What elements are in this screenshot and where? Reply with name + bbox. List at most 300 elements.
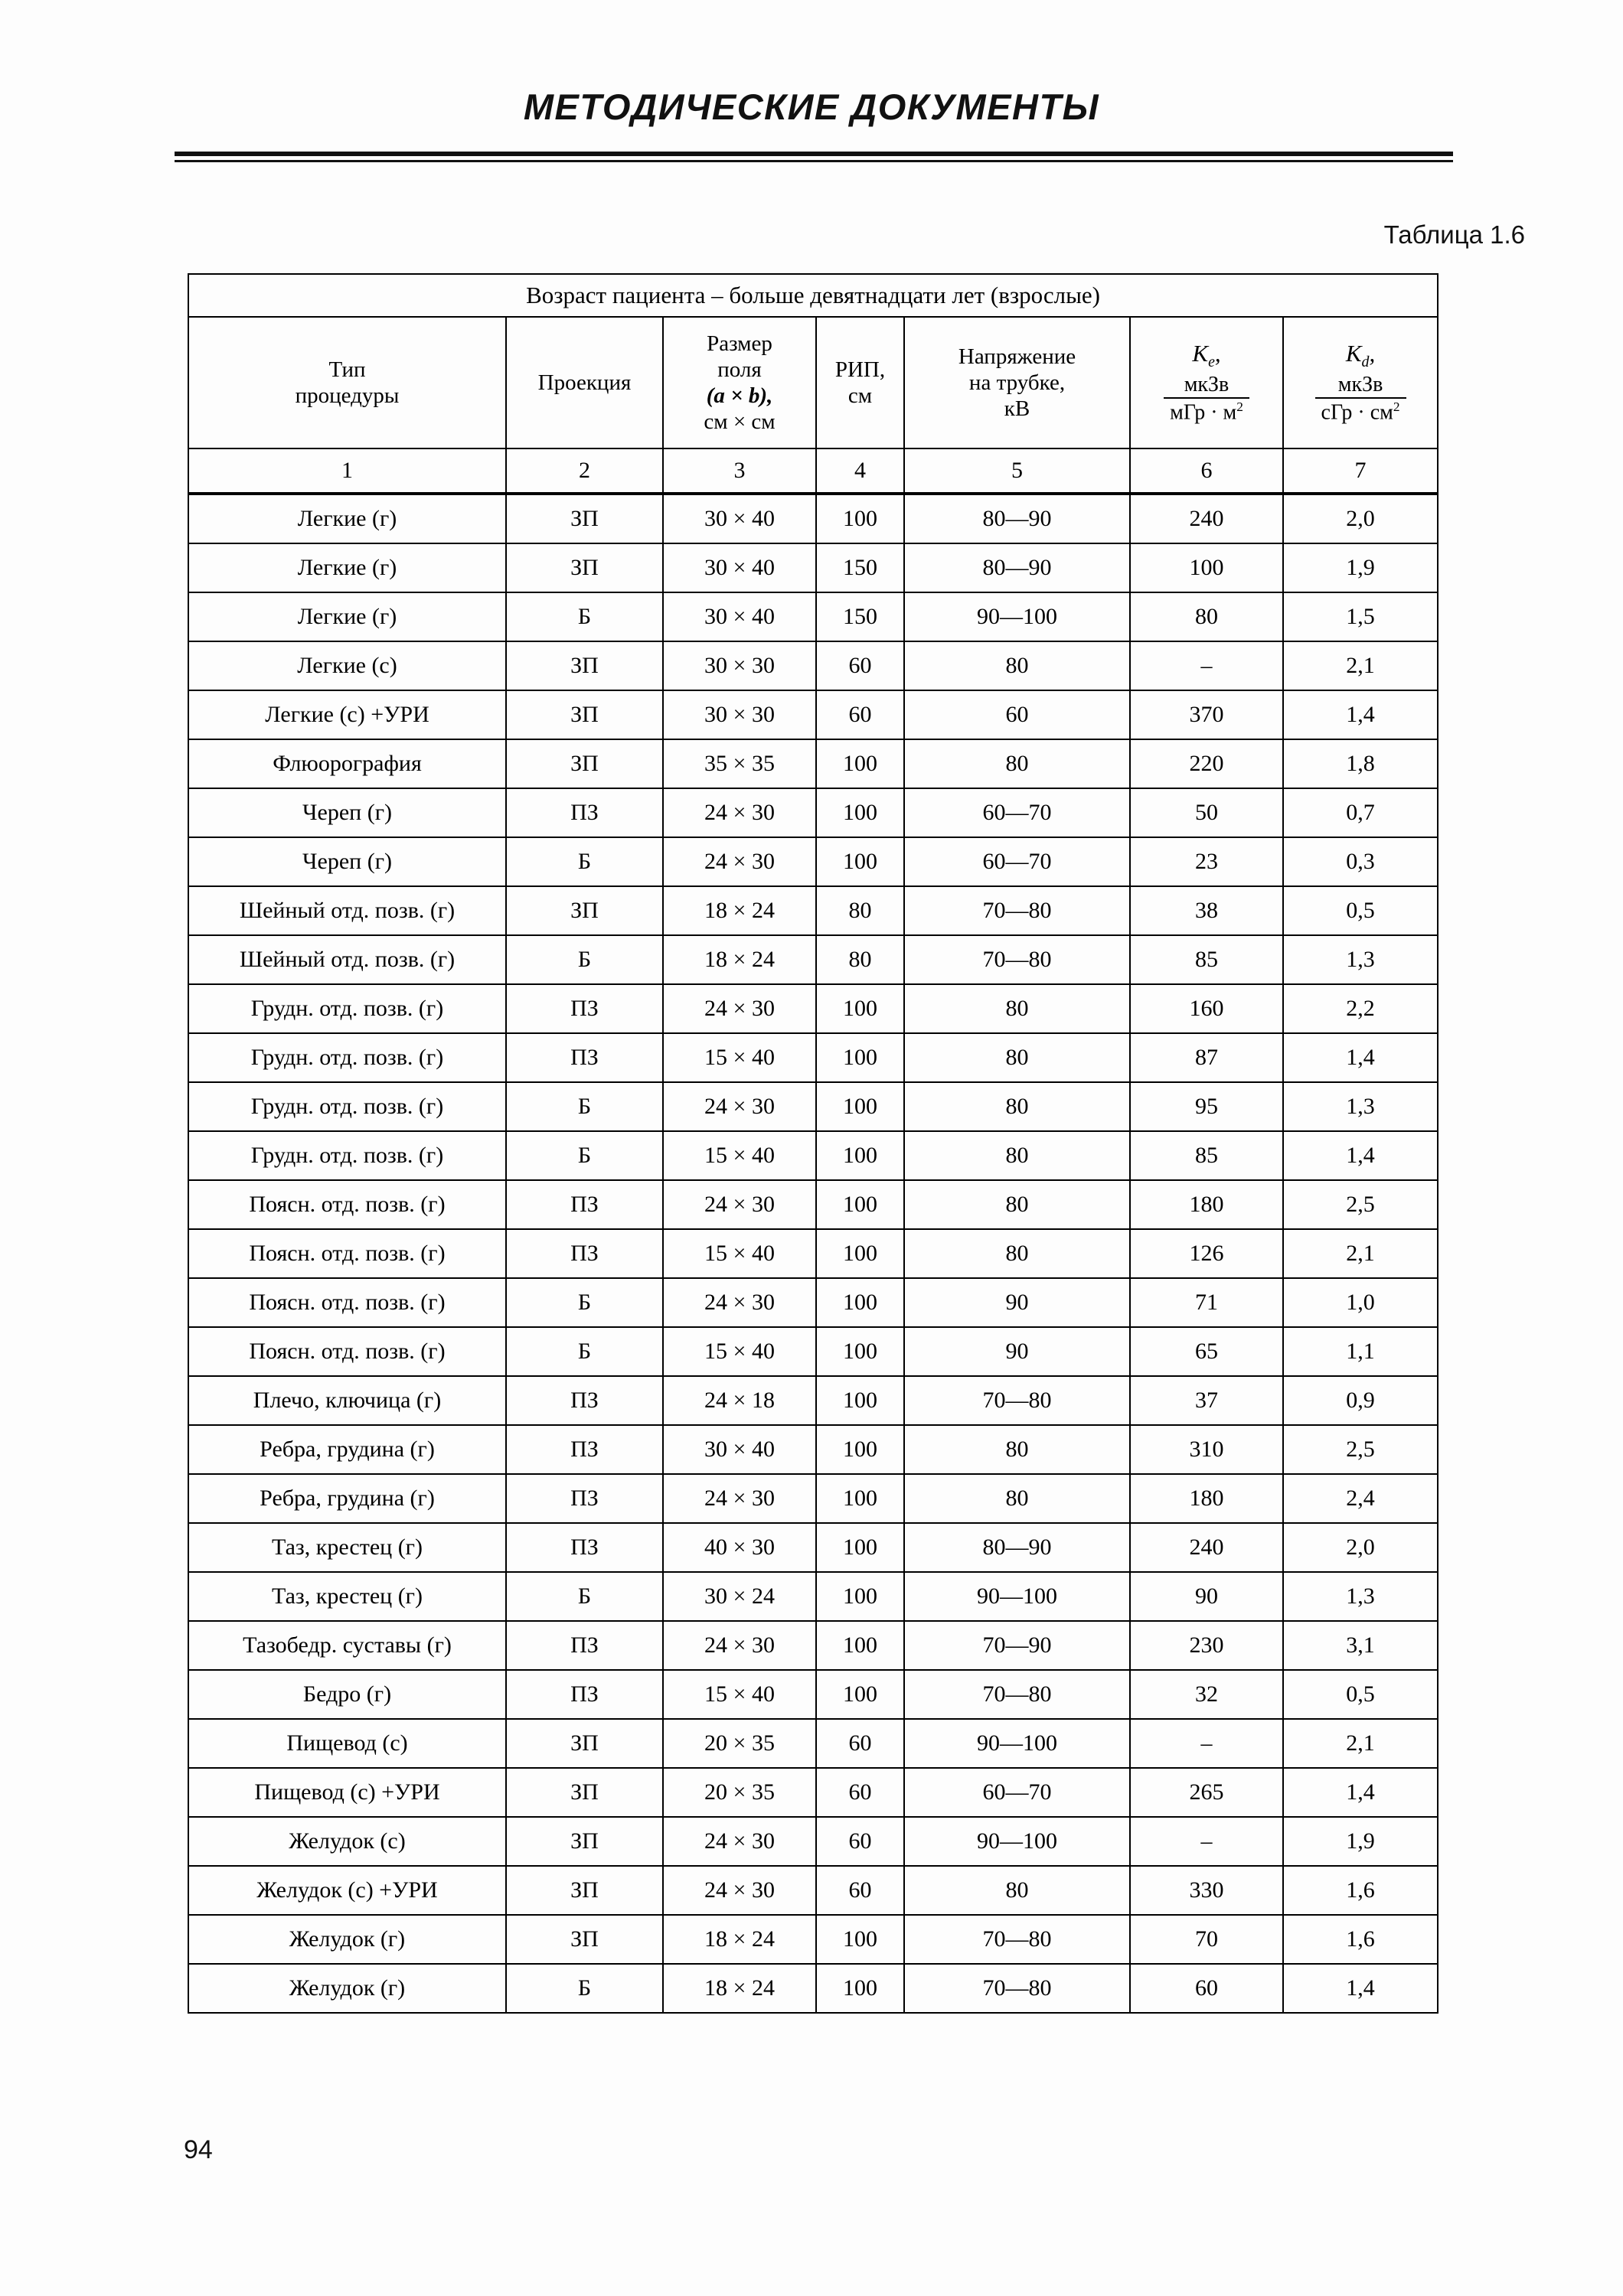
cell-focus-distance: 100 — [816, 837, 904, 886]
table-row — [188, 788, 1438, 837]
cell-ke-value: 95 — [1130, 1082, 1283, 1131]
cell-projection: ЗП — [506, 1866, 663, 1915]
cell-tube-voltage: 70—80 — [904, 1376, 1130, 1425]
cell-ke-value: 180 — [1130, 1180, 1283, 1229]
cell-field-size: 18 × 24 — [663, 886, 816, 935]
cell-projection: ЗП — [506, 1915, 663, 1964]
cell-kd-value: 0,5 — [1283, 886, 1438, 935]
cell-tube-voltage: 80—90 — [904, 1523, 1130, 1572]
header-ke-symbol-sub: e — [1208, 353, 1215, 370]
cell-field-size: 30 × 40 — [663, 1425, 816, 1474]
cell-procedure: Легкие (с) — [188, 641, 506, 690]
cell-ke-value: 85 — [1130, 935, 1283, 984]
cell-field-size: 24 × 30 — [663, 1621, 816, 1670]
column-number-row — [188, 448, 1438, 494]
cell-ke-value: 70 — [1130, 1915, 1283, 1964]
cell-procedure: Ребра, грудина (г) — [188, 1425, 506, 1474]
cell-field-size: 20 × 35 — [663, 1768, 816, 1817]
cell-field-size: 24 × 18 — [663, 1376, 816, 1425]
cell-focus-distance: 100 — [816, 1229, 904, 1278]
header-tube-voltage-line2: на трубке, — [968, 370, 1066, 395]
cell-kd-value: 1,4 — [1283, 1964, 1438, 2013]
column-number-4: 4 — [816, 448, 904, 494]
header-ke-symbol-comma: , — [1214, 339, 1221, 367]
table-row — [188, 1082, 1438, 1131]
cell-procedure: Плечо, ключица (г) — [188, 1376, 506, 1425]
cell-field-size: 30 × 40 — [663, 494, 816, 543]
cell-procedure: Желудок (с) +УРИ — [188, 1866, 506, 1915]
table-row — [188, 739, 1438, 788]
cell-projection: ЗП — [506, 543, 663, 592]
cell-focus-distance: 100 — [816, 1915, 904, 1964]
cell-procedure: Таз, крестец (г) — [188, 1572, 506, 1621]
cell-procedure: Легкие (г) — [188, 592, 506, 641]
cell-focus-distance: 60 — [816, 1768, 904, 1817]
cell-procedure: Легкие (г) — [188, 494, 506, 543]
cell-projection: ПЗ — [506, 1180, 663, 1229]
header-ke-denominator-sup: 2 — [1236, 400, 1243, 415]
cell-focus-distance: 100 — [816, 1670, 904, 1719]
table-row — [188, 592, 1438, 641]
running-head-text: МЕТОДИЧЕСКИЕ ДОКУМЕНТЫ — [523, 86, 1100, 127]
table-row — [188, 1278, 1438, 1327]
cell-procedure: Грудн. отд. позв. (г) — [188, 1131, 506, 1180]
cell-procedure: Желудок (г) — [188, 1964, 506, 2013]
column-number-3: 3 — [663, 448, 816, 494]
cell-procedure: Пищевод (с) — [188, 1719, 506, 1768]
cell-ke-value: 50 — [1130, 788, 1283, 837]
cell-procedure: Грудн. отд. позв. (г) — [188, 984, 506, 1033]
header-ke-denominator — [1164, 399, 1249, 425]
cell-tube-voltage: 90—100 — [904, 1719, 1130, 1768]
table-row — [188, 1033, 1438, 1082]
cell-ke-value: 100 — [1130, 543, 1283, 592]
cell-procedure: Тазобедр. суставы (г) — [188, 1621, 506, 1670]
cell-tube-voltage: 70—80 — [904, 1915, 1130, 1964]
table-row — [188, 1572, 1438, 1621]
table-header-row — [188, 317, 1438, 448]
cell-ke-value: 370 — [1130, 690, 1283, 739]
cell-field-size: 18 × 24 — [663, 1964, 816, 2013]
table-row — [188, 984, 1438, 1033]
cell-focus-distance: 60 — [816, 1817, 904, 1866]
header-field-size-line4: см × см — [704, 409, 776, 435]
cell-kd-value: 1,5 — [1283, 592, 1438, 641]
cell-field-size: 24 × 30 — [663, 788, 816, 837]
cell-focus-distance: 60 — [816, 1719, 904, 1768]
page-number: 94 — [184, 2135, 213, 2164]
cell-tube-voltage: 60 — [904, 690, 1130, 739]
cell-ke-value: 71 — [1130, 1278, 1283, 1327]
cell-procedure: Грудн. отд. позв. (г) — [188, 1033, 506, 1082]
table-row — [188, 1327, 1438, 1376]
cell-field-size: 40 × 30 — [663, 1523, 816, 1572]
table-row — [188, 1229, 1438, 1278]
table-row — [188, 690, 1438, 739]
header-kd-coefficient — [1283, 317, 1438, 448]
cell-kd-value: 1,1 — [1283, 1327, 1438, 1376]
cell-field-size: 15 × 40 — [663, 1033, 816, 1082]
cell-projection: ЗП — [506, 641, 663, 690]
cell-focus-distance: 100 — [816, 1278, 904, 1327]
cell-ke-value: 230 — [1130, 1621, 1283, 1670]
cell-procedure: Шейный отд. позв. (г) — [188, 886, 506, 935]
column-number-2: 2 — [506, 448, 663, 494]
header-ke-fraction — [1164, 373, 1249, 426]
cell-field-size: 24 × 30 — [663, 1278, 816, 1327]
header-tube-voltage-line3: кВ — [1004, 396, 1030, 422]
cell-focus-distance: 100 — [816, 1523, 904, 1572]
cell-projection: ПЗ — [506, 1376, 663, 1425]
cell-procedure: Легкие (г) — [188, 543, 506, 592]
table-container — [188, 273, 1437, 2014]
cell-projection: ЗП — [506, 494, 663, 543]
cell-tube-voltage: 80 — [904, 1180, 1130, 1229]
header-ke-coefficient — [1130, 317, 1283, 448]
cell-kd-value: 1,6 — [1283, 1915, 1438, 1964]
cell-projection: Б — [506, 1572, 663, 1621]
cell-ke-value: 23 — [1130, 837, 1283, 886]
cell-procedure: Поясн. отд. позв. (г) — [188, 1229, 506, 1278]
header-kd-symbol — [1315, 341, 1406, 371]
cell-kd-value: 2,2 — [1283, 984, 1438, 1033]
table-caption-row — [188, 274, 1438, 317]
cell-focus-distance: 80 — [816, 886, 904, 935]
cell-tube-voltage: 80 — [904, 1033, 1130, 1082]
table-row — [188, 1817, 1438, 1866]
cell-kd-value: 2,0 — [1283, 1523, 1438, 1572]
header-kd-symbol-letter: K — [1345, 339, 1362, 367]
cell-field-size: 30 × 40 — [663, 543, 816, 592]
cell-procedure: Поясн. отд. позв. (г) — [188, 1278, 506, 1327]
cell-tube-voltage: 80 — [904, 1425, 1130, 1474]
cell-ke-value: 330 — [1130, 1866, 1283, 1915]
cell-tube-voltage: 80 — [904, 1082, 1130, 1131]
cell-tube-voltage: 70—80 — [904, 1670, 1130, 1719]
header-tube-voltage — [904, 317, 1130, 448]
header-kd-denominator-text: сГр · см — [1321, 400, 1393, 425]
header-ke-denominator-text: мГр · м — [1170, 400, 1237, 425]
header-ke-wrap — [1164, 341, 1249, 426]
header-ke-symbol-letter: K — [1192, 339, 1209, 367]
cell-kd-value: 1,0 — [1283, 1278, 1438, 1327]
cell-procedure: Череп (г) — [188, 837, 506, 886]
cell-focus-distance: 100 — [816, 1376, 904, 1425]
cell-tube-voltage: 90—100 — [904, 592, 1130, 641]
cell-ke-value: 87 — [1130, 1033, 1283, 1082]
cell-projection: ПЗ — [506, 1425, 663, 1474]
cell-kd-value: 1,8 — [1283, 739, 1438, 788]
table-row — [188, 1131, 1438, 1180]
cell-procedure: Поясн. отд. позв. (г) — [188, 1327, 506, 1376]
cell-field-size: 18 × 24 — [663, 1915, 816, 1964]
cell-projection: ПЗ — [506, 1523, 663, 1572]
cell-procedure: Бедро (г) — [188, 1670, 506, 1719]
cell-field-size: 24 × 30 — [663, 1082, 816, 1131]
table-row — [188, 1719, 1438, 1768]
cell-kd-value: 2,1 — [1283, 1229, 1438, 1278]
cell-field-size: 24 × 30 — [663, 984, 816, 1033]
table-row — [188, 543, 1438, 592]
cell-tube-voltage: 70—80 — [904, 886, 1130, 935]
cell-tube-voltage: 90 — [904, 1327, 1130, 1376]
cell-kd-value: 0,9 — [1283, 1376, 1438, 1425]
table-row — [188, 1425, 1438, 1474]
cell-kd-value: 2,0 — [1283, 494, 1438, 543]
header-focus-distance-line2: см — [847, 383, 873, 408]
cell-field-size: 15 × 40 — [663, 1670, 816, 1719]
cell-kd-value: 1,9 — [1283, 543, 1438, 592]
cell-kd-value: 2,5 — [1283, 1425, 1438, 1474]
cell-procedure: Флюорография — [188, 739, 506, 788]
cell-projection: Б — [506, 935, 663, 984]
cell-field-size: 24 × 30 — [663, 1817, 816, 1866]
cell-procedure: Легкие (с) +УРИ — [188, 690, 506, 739]
header-procedure-type — [188, 317, 506, 448]
header-focus-distance-line1: РИП, — [834, 357, 886, 382]
cell-ke-value: 160 — [1130, 984, 1283, 1033]
cell-focus-distance: 150 — [816, 592, 904, 641]
header-field-size — [663, 317, 816, 448]
cell-field-size: 15 × 40 — [663, 1327, 816, 1376]
table-body — [188, 494, 1438, 2013]
cell-projection: ПЗ — [506, 984, 663, 1033]
cell-projection: ЗП — [506, 1817, 663, 1866]
cell-projection: ПЗ — [506, 1033, 663, 1082]
header-focus-distance — [816, 317, 904, 448]
cell-kd-value: 1,4 — [1283, 1768, 1438, 1817]
cell-projection: ПЗ — [506, 1621, 663, 1670]
cell-focus-distance: 100 — [816, 788, 904, 837]
cell-tube-voltage: 80 — [904, 984, 1130, 1033]
cell-tube-voltage: 70—80 — [904, 935, 1130, 984]
header-rule-thin — [175, 160, 1453, 162]
cell-procedure: Череп (г) — [188, 788, 506, 837]
cell-focus-distance: 100 — [816, 1033, 904, 1082]
cell-field-size: 15 × 40 — [663, 1131, 816, 1180]
cell-focus-distance: 100 — [816, 494, 904, 543]
cell-ke-value: 310 — [1130, 1425, 1283, 1474]
cell-field-size: 30 × 24 — [663, 1572, 816, 1621]
cell-procedure: Поясн. отд. позв. (г) — [188, 1180, 506, 1229]
cell-tube-voltage: 80—90 — [904, 494, 1130, 543]
header-field-size-line1: Размер — [707, 331, 772, 356]
cell-projection: Б — [506, 837, 663, 886]
cell-focus-distance: 100 — [816, 739, 904, 788]
cell-ke-value: 240 — [1130, 1523, 1283, 1572]
cell-tube-voltage: 80 — [904, 1131, 1130, 1180]
cell-projection: ЗП — [506, 1768, 663, 1817]
cell-tube-voltage: 90—100 — [904, 1817, 1130, 1866]
cell-field-size: 18 × 24 — [663, 935, 816, 984]
cell-focus-distance: 100 — [816, 1572, 904, 1621]
cell-focus-distance: 100 — [816, 1131, 904, 1180]
cell-focus-distance: 60 — [816, 641, 904, 690]
cell-tube-voltage: 70—80 — [904, 1964, 1130, 2013]
header-kd-symbol-sub: d — [1361, 353, 1370, 370]
running-head — [0, 86, 1623, 128]
cell-tube-voltage: 60—70 — [904, 1768, 1130, 1817]
header-kd-fraction — [1315, 373, 1406, 426]
cell-focus-distance: 100 — [816, 1964, 904, 2013]
table-row — [188, 1180, 1438, 1229]
cell-procedure: Грудн. отд. позв. (г) — [188, 1082, 506, 1131]
cell-kd-value: 1,4 — [1283, 690, 1438, 739]
cell-kd-value: 1,3 — [1283, 1082, 1438, 1131]
cell-tube-voltage: 60—70 — [904, 788, 1130, 837]
header-projection-label: Проекция — [537, 370, 632, 395]
cell-projection: Б — [506, 1082, 663, 1131]
cell-ke-value: 126 — [1130, 1229, 1283, 1278]
cell-projection: Б — [506, 1327, 663, 1376]
cell-tube-voltage: 90 — [904, 1278, 1130, 1327]
header-rule — [175, 152, 1453, 162]
column-number-5: 5 — [904, 448, 1130, 494]
cell-ke-value: 32 — [1130, 1670, 1283, 1719]
cell-ke-value: 220 — [1130, 739, 1283, 788]
header-kd-denominator — [1315, 399, 1406, 425]
table-number-label: Таблица 1.6 — [1383, 220, 1525, 249]
cell-focus-distance: 60 — [816, 690, 904, 739]
cell-procedure: Таз, крестец (г) — [188, 1523, 506, 1572]
cell-kd-value: 1,3 — [1283, 1572, 1438, 1621]
cell-kd-value: 2,5 — [1283, 1180, 1438, 1229]
cell-kd-value: 1,6 — [1283, 1866, 1438, 1915]
cell-ke-value: 65 — [1130, 1327, 1283, 1376]
cell-tube-voltage: 60—70 — [904, 837, 1130, 886]
cell-field-size: 30 × 30 — [663, 690, 816, 739]
cell-ke-value: 240 — [1130, 494, 1283, 543]
header-projection — [506, 317, 663, 448]
table-row — [188, 641, 1438, 690]
table-row — [188, 1621, 1438, 1670]
cell-projection: ПЗ — [506, 1474, 663, 1523]
cell-ke-value: 85 — [1130, 1131, 1283, 1180]
table-row — [188, 1474, 1438, 1523]
cell-focus-distance: 100 — [816, 1082, 904, 1131]
cell-projection: Б — [506, 592, 663, 641]
cell-projection: ЗП — [506, 690, 663, 739]
cell-kd-value: 0,3 — [1283, 837, 1438, 886]
cell-focus-distance: 100 — [816, 1425, 904, 1474]
header-kd-symbol-comma: , — [1369, 339, 1376, 367]
cell-procedure: Шейный отд. позв. (г) — [188, 935, 506, 984]
cell-focus-distance: 100 — [816, 1621, 904, 1670]
table-head — [188, 274, 1438, 494]
header-field-size-line3: (a × b), — [706, 383, 773, 408]
cell-focus-distance: 100 — [816, 1327, 904, 1376]
cell-focus-distance: 80 — [816, 935, 904, 984]
table-row — [188, 494, 1438, 543]
cell-field-size: 15 × 40 — [663, 1229, 816, 1278]
cell-tube-voltage: 70—90 — [904, 1621, 1130, 1670]
cell-ke-value: 90 — [1130, 1572, 1283, 1621]
cell-ke-value: – — [1130, 1719, 1283, 1768]
table-row — [188, 1523, 1438, 1572]
cell-kd-value: 2,4 — [1283, 1474, 1438, 1523]
table-row — [188, 935, 1438, 984]
cell-kd-value: 1,3 — [1283, 935, 1438, 984]
cell-procedure: Желудок (с) — [188, 1817, 506, 1866]
table-row — [188, 837, 1438, 886]
cell-procedure: Пищевод (с) +УРИ — [188, 1768, 506, 1817]
cell-ke-value: – — [1130, 641, 1283, 690]
cell-tube-voltage: 80 — [904, 641, 1130, 690]
cell-projection: Б — [506, 1131, 663, 1180]
cell-ke-value: 180 — [1130, 1474, 1283, 1523]
header-procedure-type-line2: процедуры — [295, 383, 400, 408]
table-row — [188, 1376, 1438, 1425]
cell-kd-value: 2,1 — [1283, 641, 1438, 690]
cell-procedure: Ребра, грудина (г) — [188, 1474, 506, 1523]
table-row — [188, 1915, 1438, 1964]
cell-kd-value: 0,5 — [1283, 1670, 1438, 1719]
cell-kd-value: 3,1 — [1283, 1621, 1438, 1670]
cell-projection: ПЗ — [506, 1670, 663, 1719]
cell-ke-value: 38 — [1130, 886, 1283, 935]
cell-kd-value: 1,4 — [1283, 1033, 1438, 1082]
header-tube-voltage-line1: Напряжение — [958, 344, 1076, 369]
header-ke-symbol — [1164, 341, 1249, 371]
cell-projection: Б — [506, 1964, 663, 2013]
cell-projection: ЗП — [506, 886, 663, 935]
cell-kd-value: 0,7 — [1283, 788, 1438, 837]
cell-kd-value: 2,1 — [1283, 1719, 1438, 1768]
cell-procedure: Желудок (г) — [188, 1915, 506, 1964]
cell-field-size: 30 × 30 — [663, 641, 816, 690]
table-caption: Возраст пациента – больше девятнадцати лет (взрослые) — [188, 274, 1438, 317]
header-field-size-line2: поля — [717, 357, 762, 382]
cell-focus-distance: 100 — [816, 1474, 904, 1523]
cell-ke-value: – — [1130, 1817, 1283, 1866]
dose-coefficients-table — [188, 273, 1438, 2014]
cell-field-size: 30 × 40 — [663, 592, 816, 641]
cell-ke-value: 80 — [1130, 592, 1283, 641]
cell-kd-value: 1,9 — [1283, 1817, 1438, 1866]
cell-tube-voltage: 80 — [904, 1229, 1130, 1278]
cell-field-size: 24 × 30 — [663, 837, 816, 886]
header-kd-numerator: мкЗв — [1315, 373, 1406, 400]
cell-tube-voltage: 90—100 — [904, 1572, 1130, 1621]
cell-projection: ПЗ — [506, 788, 663, 837]
cell-focus-distance: 100 — [816, 1180, 904, 1229]
cell-tube-voltage: 80 — [904, 1474, 1130, 1523]
cell-field-size: 35 × 35 — [663, 739, 816, 788]
cell-projection: ЗП — [506, 1719, 663, 1768]
cell-focus-distance: 150 — [816, 543, 904, 592]
cell-kd-value: 1,4 — [1283, 1131, 1438, 1180]
cell-focus-distance: 100 — [816, 984, 904, 1033]
column-number-6: 6 — [1130, 448, 1283, 494]
cell-tube-voltage: 80 — [904, 1866, 1130, 1915]
cell-projection: ЗП — [506, 739, 663, 788]
table-row — [188, 1768, 1438, 1817]
column-number-7: 7 — [1283, 448, 1438, 494]
cell-projection: Б — [506, 1278, 663, 1327]
table-row — [188, 886, 1438, 935]
cell-field-size: 24 × 30 — [663, 1474, 816, 1523]
header-ke-numerator: мкЗв — [1164, 373, 1249, 400]
cell-ke-value: 60 — [1130, 1964, 1283, 2013]
header-procedure-type-line1: Тип — [328, 357, 366, 382]
table-row — [188, 1866, 1438, 1915]
cell-field-size: 24 × 30 — [663, 1866, 816, 1915]
cell-ke-value: 265 — [1130, 1768, 1283, 1817]
cell-field-size: 24 × 30 — [663, 1180, 816, 1229]
header-kd-denominator-sup: 2 — [1393, 400, 1400, 415]
cell-tube-voltage: 80—90 — [904, 543, 1130, 592]
cell-projection: ПЗ — [506, 1229, 663, 1278]
